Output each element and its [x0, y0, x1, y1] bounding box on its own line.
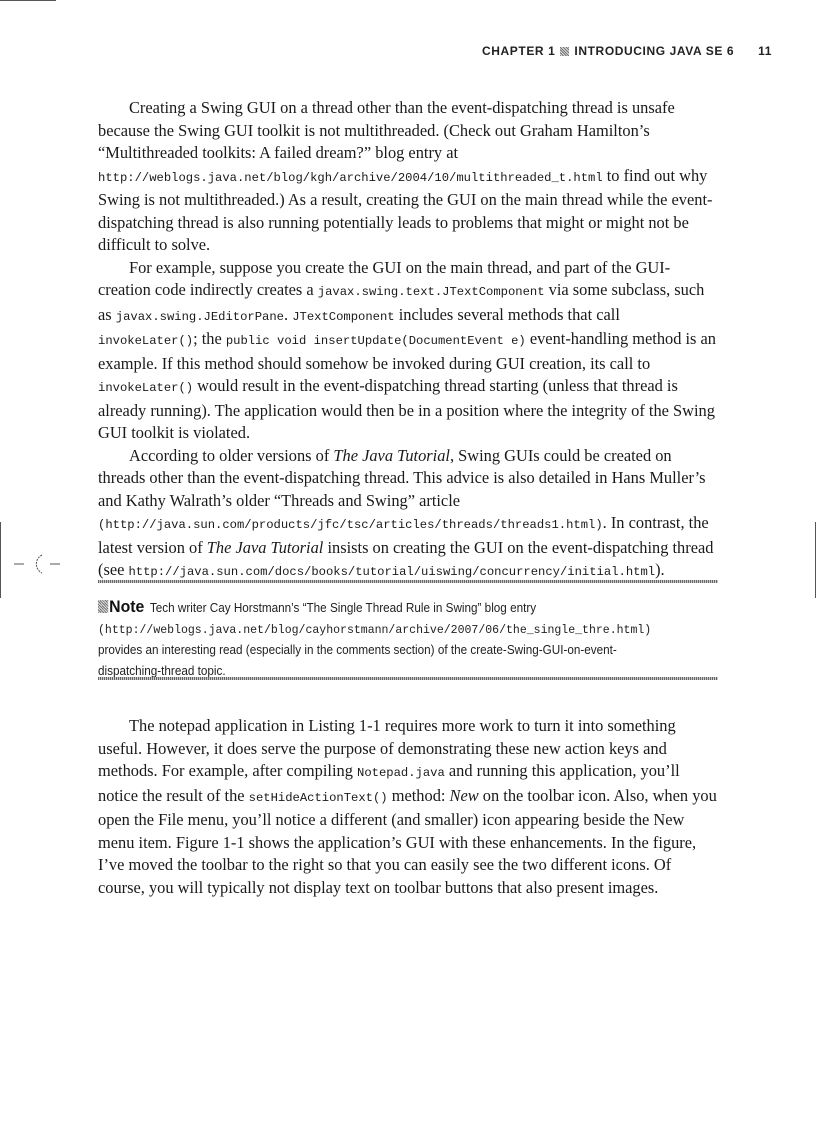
running-header: [460, 40, 780, 62]
code-invokelater: invokeLater(): [98, 334, 194, 348]
body-text-upper: [98, 97, 722, 584]
text-run: Tech writer Cay Horstmann’s “The Single Thread Rule in Swing” blog entry: [149, 601, 537, 615]
text-run: Creating a Swing GUI on a thread other than the event-dispatching thread is unsafe because the Swing GUI toolkit is not multithreaded. (Check out Graham Hamilton’s “Multithreaded toolkits: A failed dream?” blog entry at: [98, 98, 675, 162]
code-notepad-java: Notepad.java: [357, 766, 445, 780]
code-jtextcomponent-class: javax.swing.text.JTextComponent: [317, 285, 545, 299]
code-sethideactiontext: setHideActionText(): [248, 790, 388, 805]
text-run: and running this application, you’ll notice the result of the: [98, 761, 680, 805]
text-run: via some subclass, such as: [98, 280, 705, 324]
book-title-java-tutorial-2: The Java Tutorial: [206, 537, 324, 557]
book-title-java-tutorial: The Java Tutorial: [333, 445, 450, 465]
chapter-heading: [482, 44, 734, 58]
crop-corner-line: [0, 0, 56, 1]
text-run: provides an interesting read (especially in the comments section) of the create-Swing-GUI-on-event-dispatching-thread topic.: [98, 643, 617, 678]
code-jtextcomponent: JTextComponent: [292, 309, 395, 324]
text-run: method:: [387, 785, 450, 805]
paragraph-3: [98, 445, 722, 584]
separator-icon: [560, 47, 569, 56]
text-run: insists on creating the GUI on the event-dispatching thread (see: [98, 537, 714, 579]
text-run: For example, suppose you create the GUI on the main thread, and part of the GUI-creation code indirectly creates a: [98, 257, 671, 299]
text-run: The notepad application in Listing 1-1 requires more work to turn it into something useful. However, it does serve the purpose of demonstrating these new action keys and methods. For example, after compiling: [98, 716, 676, 780]
note-bottom-rule: [98, 677, 718, 680]
text-run: event-handling method is an example. If this method should somehow be invoked during GUI creation, its call to: [98, 329, 717, 373]
chapter-title: INTRODUCING JAVA SE 6: [574, 44, 735, 58]
chapter-label: CHAPTER 1: [482, 44, 556, 58]
code-jeditorpane: javax.swing.JEditorPane: [115, 309, 284, 324]
body-text-lower: [98, 715, 722, 899]
note-box: [98, 580, 718, 680]
paragraph-2: [98, 257, 722, 445]
url-horstmann-blog: (http://weblogs.java.net/blog/cayhorstmann/archive/2007/06/the_single_thre.html): [98, 622, 652, 637]
text-run: According to older versions of: [129, 445, 334, 465]
paragraph-4: [98, 715, 722, 899]
registration-mark-icon: [14, 552, 62, 576]
text-run: on the toolbar icon. Also, when you open the File menu, you’ll notice a different (and smaller) icon appearing beside the New menu item. Figure 1-1 shows the application’s GUI with these enhancements. In the figure, I’ve moved the toolbar to the right so that you can easily see the two different icons. Of course, you will typically not display text on toolbar buttons that also present images.: [98, 785, 717, 897]
text-run: . In contrast, the latest version of: [98, 513, 709, 557]
page-number: 11: [758, 44, 772, 58]
text-run: includes several methods that call: [394, 304, 620, 324]
url-threads-article: (http://java.sun.com/products/jfc/tsc/articles/threads/threads1.html): [98, 518, 603, 532]
text-run: to find out why Swing is not multithreaded.) As a result, creating the GUI on the main thread while the event-dispatching thread is also running potentially leads to problems that might or might not be difficult to solve.: [98, 165, 713, 254]
note-text: [98, 597, 675, 681]
note-marker-icon: [98, 600, 108, 613]
code-insertupdate: public void insertUpdate(DocumentEvent e): [225, 334, 526, 348]
text-run: .: [283, 304, 293, 324]
text-run: , Swing GUIs could be created on threads other than the event-dispatching thread. This advice is also detailed in Hans Muller’s and Kathy Walrath’s older “Threads and Swing” article: [98, 445, 706, 510]
code-invokelater-2: invokeLater(): [98, 381, 194, 395]
left-margin-mark: [0, 522, 1, 598]
paragraph-1: [98, 97, 722, 257]
url-concurrency-initial: http://java.sun.com/docs/books/tutorial/uiswing/concurrency/initial.html: [128, 565, 656, 579]
note-top-rule: [98, 580, 718, 583]
text-run: would result in the event-dispatching thread starting (unless that thread is already running). The application would then be in a position where the integrity of the Swing GUI toolkit is violated.: [98, 376, 715, 442]
note-label: Note: [109, 597, 145, 616]
text-run: ; the: [193, 329, 226, 348]
text-run: ).: [655, 560, 665, 579]
url-hamilton-blog: http://weblogs.java.net/blog/kgh/archive/2004/10/multithreaded_t.html: [98, 170, 603, 185]
italic-new: New: [449, 785, 479, 805]
